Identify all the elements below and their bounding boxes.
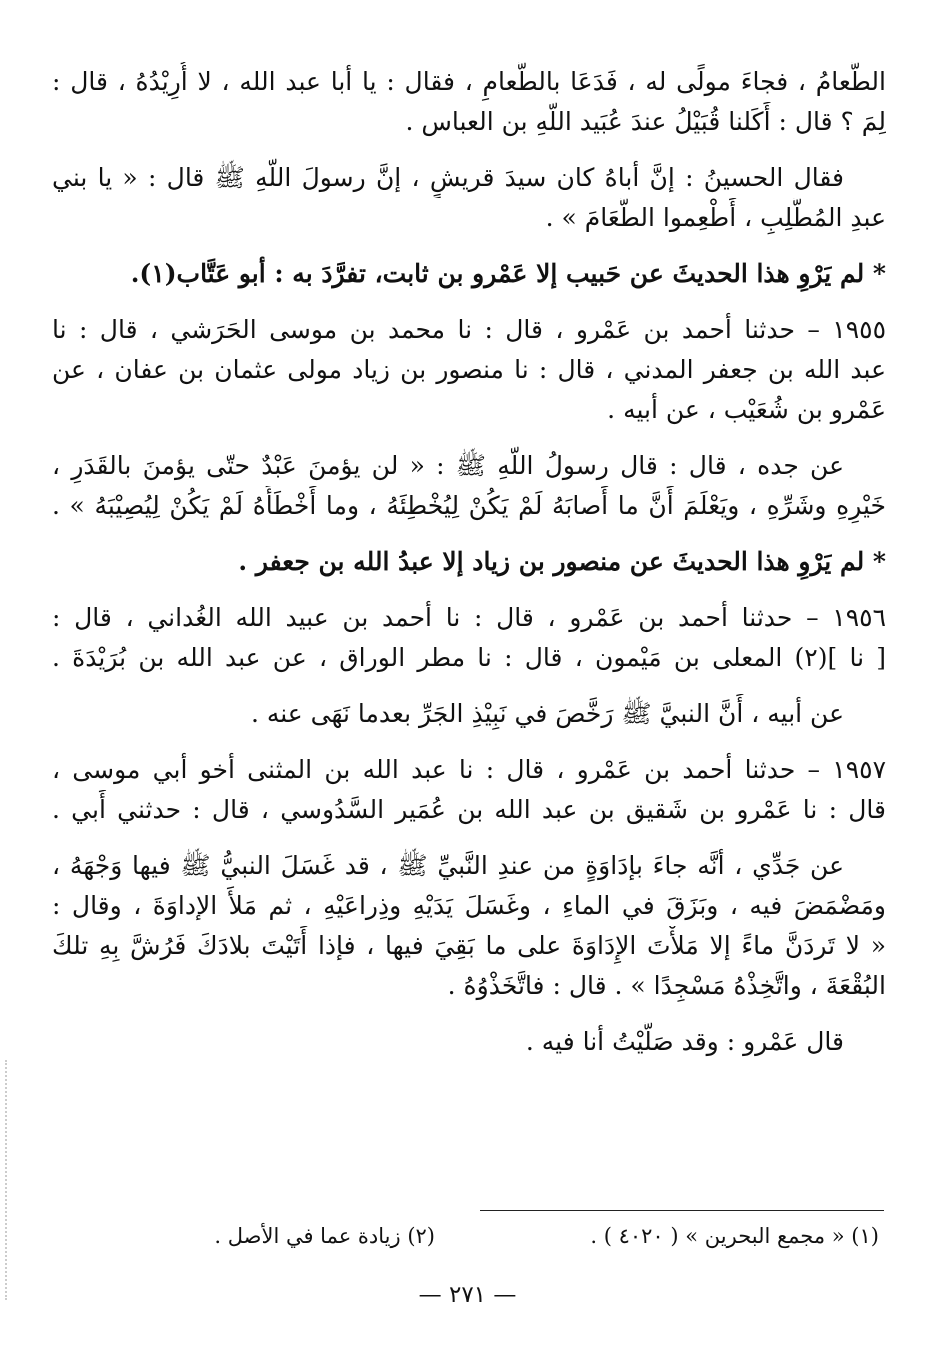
page-number: — ٢٧١ — — [418, 1282, 517, 1308]
text-line: قال عَمْرو : وقد صَلَّيْتُ أنا فيه . — [525, 1027, 844, 1056]
text-line: البُقْعَةَ ، واتَّخِذْهُ مَسْجِدًا » . قال : فاتَّخَذْوُهُ . — [447, 971, 886, 1000]
text-line: « لا تَردَنَّ ماءً إلا مَلأْتَ الإِدَاوَةَ على ما بَقِيَ فيها ، فإذا أَتَيْتَ بلادَكَ فَرُشَّ بِهِ تلكَ — [52, 931, 886, 960]
hadith-1955-heading: ١٩٥٥ – حدثنا أحمد بن عَمْرو ، قال : نا محمد بن موسى الحَرَشي ، قال : نا — [52, 315, 886, 344]
text-line: عبدِ المُطَّلِبِ ، أَطْعِموا الطَّعَامَ » . — [545, 203, 886, 232]
text-line: [ نا ](٢) المعلى بن مَيْمون ، قال : نا مطر الوراق ، عن عبد الله بن بُرَيْدَةَ . — [52, 643, 886, 672]
text-line: عن أبيه ، أَنَّ النبيَّ ﷺ رَخَّصَ في نَبِيْذِ الجَرِّ بعدما نَهَى عنه . — [250, 699, 844, 728]
text-line: عن جَدِّي ، أنَّه جاءَ بإدَاوَةٍ من عندِ النَّبيِّ ﷺ ، قد غَسَلَ النبيُّ ﷺ فيها وَجْهَهُ ، — [52, 851, 844, 880]
narration-note: * لم يَرْوِ هذا الحديثَ عن حَبيب إلا عَمْرو بن ثابت، تفرَّدَ به : أبو عَتَّاب(١). — [130, 259, 886, 288]
hadith-1957-heading: ١٩٥٧ – حدثنا أحمد بن عَمْرو ، قال : نا عبد الله بن المثنى أخو أبي موسى ، — [52, 755, 886, 784]
text-line: ومَضْمَضَ فيه ، وبَزَقَ في الماءِ ، وغَسَلَ يَدَيْهِ وذِراعَيْهِ ، ثم مَلأَ الإداوَةَ ، وقال : — [52, 891, 886, 920]
scan-edge-mark — [5, 1060, 9, 1300]
text-line: خَيْرِهِ وشَرِّهِ ، ويَعْلَمَ أَنَّ ما أَصابَهُ لَمْ يَكُنْ لِيُخْطِئَهُ ، وما أَخْطَأَهُ لَمْ يَكُنْ لِيُصِيْبَهُ » . — [52, 491, 886, 520]
footnote-2: (٢) زيادة عما في الأصل . — [214, 1224, 435, 1248]
text-line: عن جده ، قال : قال رسولُ اللّهِ ﷺ : « لن يؤمنَ عَبْدٌ حتّى يؤمنَ بالقَدَرِ ، — [52, 451, 844, 480]
text-line: الطَّعامُ ، فجاءَ مولًى له ، فَدَعَا بالطَّعامِ ، فقال : يا أبا عبد الله ، لا أُرِيْدُهُ ، قال : — [52, 67, 886, 96]
text-line: قال : نا عَمْرو بن شَقيق بن عبد الله بن عُمَير السَّدُوسي ، قال : حدثني أَبي . — [52, 795, 886, 824]
footnote-divider — [480, 1210, 884, 1211]
text-line: لِمَ ؟ قال : أَكَلنا قُبَيْلُ عندَ عُبَيد اللّهِ بن العباس . — [405, 107, 886, 136]
hadith-1956-heading: ١٩٥٦ – حدثنا أحمد بن عَمْرو ، قال : نا أحمد بن عبيد الله الغُداني ، قال : — [52, 603, 886, 632]
main-text — [52, 62, 886, 1062]
narration-note: * لم يَرْوِ هذا الحديثَ عن منصور بن زياد إلا عبدُ الله بن جعفر . — [238, 547, 886, 576]
text-line: عبد الله بن جعفر المدني ، قال : نا منصور بن زياد مولى عثمان بن عفان ، عن — [52, 355, 886, 384]
text-line: فقال الحسينُ : إنَّ أباهُ كان سيدَ قريشٍ ، إنَّ رسولَ اللّهِ ﷺ قال : « يا بني — [52, 163, 844, 192]
footnote-1: (١) « مجمع البحرين » ( ٤٠٢٠ ) . — [590, 1224, 879, 1248]
text-line: عَمْرو بن شُعَيْب ، عن أبيه . — [607, 395, 886, 424]
